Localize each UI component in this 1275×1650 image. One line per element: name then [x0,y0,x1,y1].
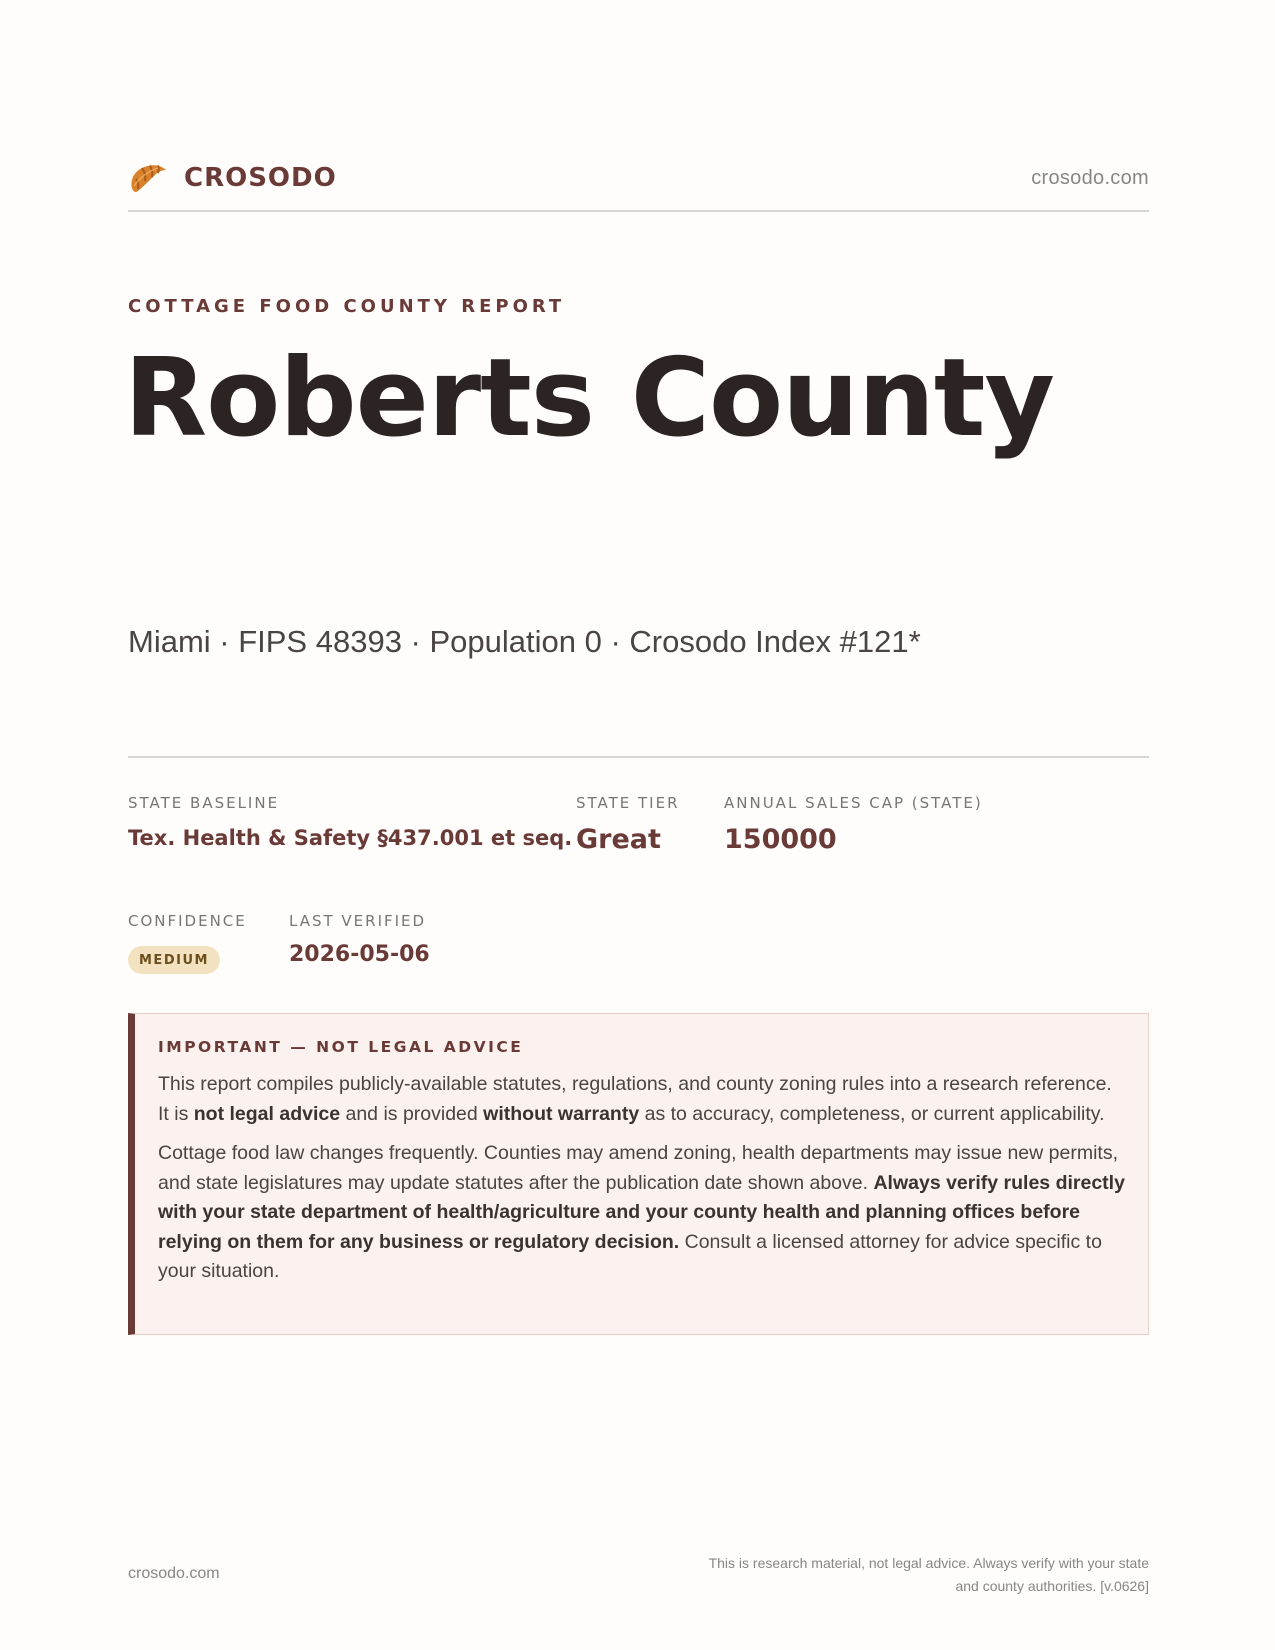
notice-text: Cottage food law changes frequently. Counties may amend zoning, health departments may issue new permits, and state legislatures may update statutes after the publication date shown above. [158,1142,1118,1194]
notice-emphasis: without warranty [483,1102,640,1125]
fact-label: LAST VERIFIED [289,912,427,930]
report-page [124,0,1149,1650]
fact-last-verified [289,912,430,967]
fact-value: Tex. Health & Safety §437.001 et seq. [128,826,573,850]
confidence-badge: MEDIUM [128,946,220,974]
fact-value: Great [576,824,661,855]
notice-text: This report compiles publicly-available statutes, regulations, and county zoning rules into a research reference. It is [158,1073,1112,1125]
report-kicker: COTTAGE FOOD COUNTY REPORT [128,296,566,317]
fact-state-baseline [128,794,572,850]
page-title: Roberts County [124,336,1054,461]
notice-title: IMPORTANT — NOT LEGAL ADVICE [158,1038,524,1056]
croissant-icon [128,158,170,198]
notice-emphasis: Always verify rules directly with your state department of health/agriculture and your county health and planning offices before relying on them for any business or regulatory decision. [158,1171,1125,1253]
header-divider [128,210,1149,212]
notice-text: Consult a licensed attorney for advice specific to your situation. [158,1230,1102,1282]
legal-notice [128,1013,1149,1335]
section-divider [128,756,1149,758]
fact-label: CONFIDENCE [128,912,247,930]
footer-disclaimer-line: This is research material, not legal advice. Always verify with your state [708,1555,1149,1571]
fact-confidence [128,912,247,974]
notice-text: as to accuracy, completeness, or current applicability. [639,1102,1105,1125]
fact-state-tier [576,794,680,855]
header-site-link[interactable]: crosodo.com [1031,166,1149,189]
footer-disclaimer-line: and county authorities. [v.0626] [955,1578,1149,1594]
notice-text: and is provided [340,1102,484,1125]
footer-disclaimer [609,1552,1149,1598]
fact-value: 2026-05-06 [289,942,430,967]
fact-label: STATE BASELINE [128,794,280,812]
footer-site-link[interactable]: crosodo.com [128,1565,220,1582]
fact-label: STATE TIER [576,794,680,812]
brand-name: CROSODO [184,163,337,193]
brand [128,158,337,198]
notice-paragraph [158,1139,1126,1287]
fact-label: ANNUAL SALES CAP (STATE) [724,794,983,812]
report-subtitle: Miami · FIPS 48393 · Population 0 · Crosodo Index #121* [128,624,921,659]
fact-sales-cap [724,794,983,855]
fact-value: 150000 [724,824,837,855]
notice-emphasis: not legal advice [193,1102,341,1125]
page-header [128,156,1149,200]
notice-paragraph [158,1070,1126,1129]
